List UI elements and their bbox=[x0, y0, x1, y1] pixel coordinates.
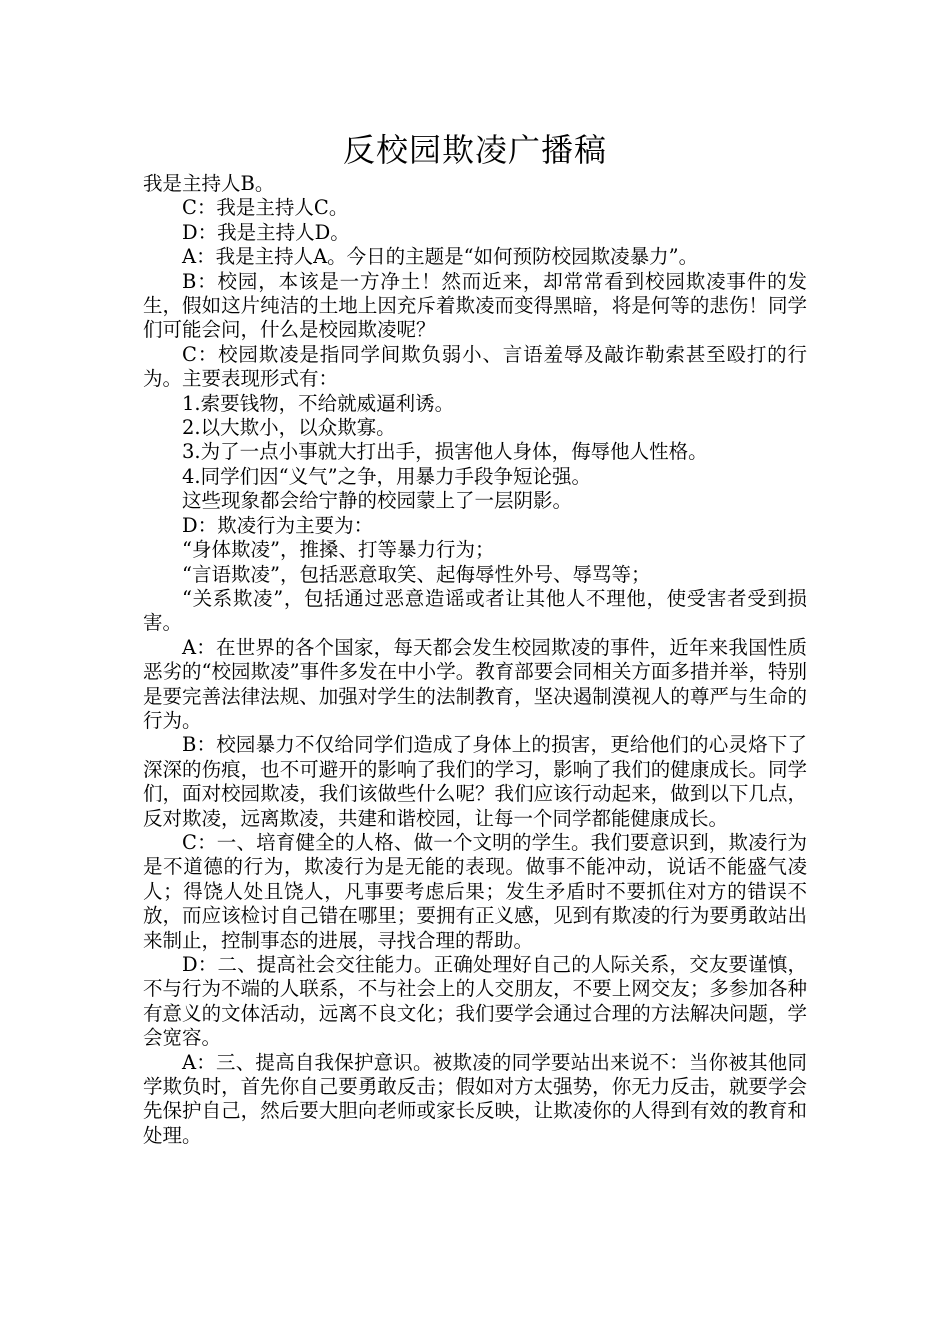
paragraph: D：我是主持人D。 bbox=[182, 220, 350, 244]
list-item: 3.为了一点小事就大打出手，损害他人身体，侮辱他人性格。 bbox=[182, 440, 708, 464]
paragraph: A：三、提高自我保护意识。被欺凌的同学要站出来说不：当你被其他同学欺负时，首先你自己要勇敢反击；假如对方太强势，你无力反击，就要学会先保护自己，然后要大胆向老师或家长反映，让欺凌你的人得到有效的教育和处理。 bbox=[143, 1050, 807, 1147]
paragraph: A：我是主持人A。今日的主题是“如何预防校园欺凌暴力”。 bbox=[182, 245, 699, 269]
list-item: “身体欺凌”，推搡、打等暴力行为； bbox=[182, 538, 495, 562]
paragraph: C：一、培育健全的人格、做一个文明的学生。我们要意识到，欺凌行为是不道德的行为，欺凌行为是无能的表现。做事不能冲动，说话不能盛气凌人；得饶人处且饶人，凡事要考虑后果；发生矛盾时不要抓住对方的错误不放，而应该检讨自己错在哪里；要拥有正义感，见到有欺凌的行为要勇敢站出来制止，控制事态的进展，寻找合理的帮助。 bbox=[143, 830, 807, 952]
list-item: “言语欺凌”，包括恶意取笑、起侮辱性外号、辱骂等； bbox=[182, 562, 651, 586]
paragraph: A：在世界的各个国家，每天都会发生校园欺凌的事件，近年来我国性质恶劣的“校园欺凌”事件多发在中小学。教育部要会同相关方面多措并举，特别是要完善法律法规、加强对学生的法制教育，坚决遏制漠视人的尊严与生命的行为。 bbox=[143, 635, 807, 732]
document-title: 反校园欺凌广播稿 bbox=[342, 131, 607, 169]
list-item: “关系欺凌”，包括通过恶意造谣或者让其他人不理他，使受害者受到损害。 bbox=[143, 586, 807, 635]
paragraph: D：二、提高社会交往能力。正确处理好自己的人际关系，交友要谨慎，不与行为不端的人联系，不与社会上的人交朋友，不要上网交友；多参加各种有意义的文体活动，远离不良文化；我们要学会通过合理的方法解决问题，学会宽容。 bbox=[143, 953, 807, 1050]
paragraph: 这些现象都会给宁静的校园蒙上了一层阴影。 bbox=[182, 489, 573, 513]
paragraph: C：校园欺凌是指同学间欺负弱小、言语羞辱及敲诈勒索甚至殴打的行为。主要表现形式有： bbox=[143, 342, 807, 391]
paragraph: 我是主持人B。 bbox=[143, 172, 275, 195]
list-item: 4.同学们因“义气”之争，用暴力手段争短论强。 bbox=[182, 464, 592, 488]
document-body bbox=[143, 172, 807, 1148]
list-item: 2.以大欺小，以众欺寡。 bbox=[182, 416, 396, 440]
document-page bbox=[143, 0, 807, 1148]
paragraph: B：校园，本该是一方净土！然而近来，却常常看到校园欺凌事件的发生，假如这片纯洁的土地上因充斥着欺凌而变得黑暗，将是何等的悲伤！同学们可能会问，什么是校园欺凌呢？ bbox=[143, 269, 807, 342]
list-item: 1.索要钱物，不给就威逼利诱。 bbox=[182, 391, 455, 415]
paragraph: B：校园暴力不仅给同学们造成了身体上的损害，更给他们的心灵烙下了深深的伤痕，也不可避开的影响了我们的学习，影响了我们的健康成长。同学们，面对校园欺凌，我们该做些什么呢？我们应该行动起来，做到以下几点，反对欺凌，远离欺凌，共建和谐校园，让每一个同学都能健康成长。 bbox=[143, 733, 807, 830]
paragraph: C：我是主持人C。 bbox=[182, 196, 349, 220]
paragraph: D：欺凌行为主要为： bbox=[182, 513, 374, 537]
